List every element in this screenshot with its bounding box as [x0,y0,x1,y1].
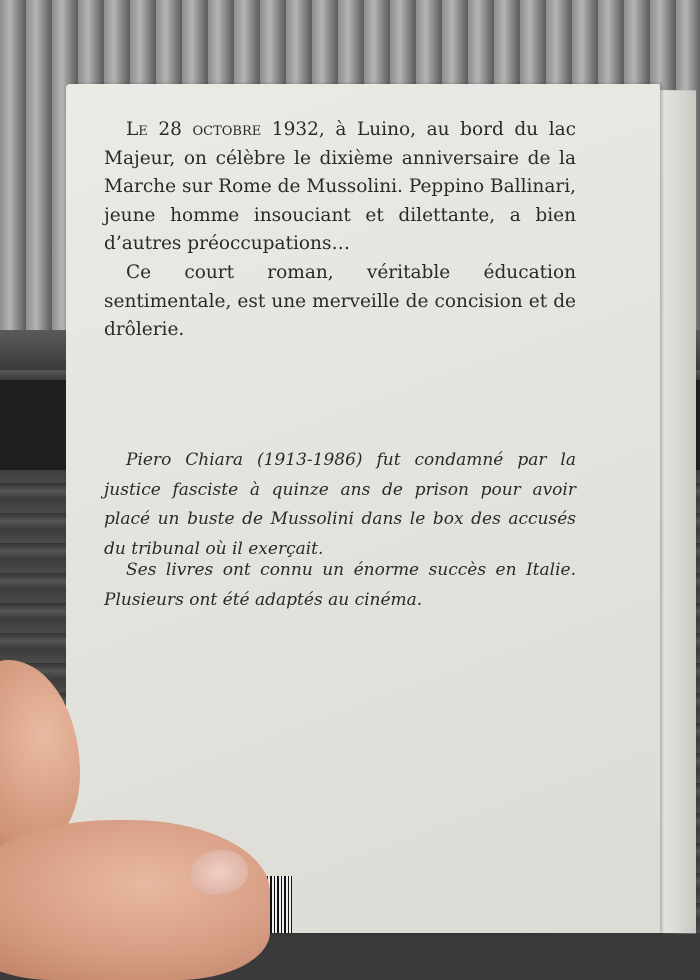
blurb-paragraph-1-text: , à Luino, au bord du lac Majeur, on célèbre le dixième anniversaire de la Marche sur Rome de Mussolini. Peppino Ballinari, jeune homme insouciant et dilettante, a bien d’autres préoccupations… [104,119,577,254]
author-bio-paragraph-2: Ses livres ont connu un énorme succès en Italie. Plusieurs ont été adaptés au cinéma. [104,560,576,610]
author-bio-paragraph-1: Piero Chiara (1913-1986) fut condamné par la justice fasciste à quinze ans de prison pour avoir placé un buste de Mussolini dans le box des accusés du tribunal où il exerçait. [104,450,576,559]
blurb-paragraph-2: Ce court roman, véritable éducation sentimentale, est une merveille de concision et de drôlerie. [104,262,576,340]
blurb-paragraph-1 [104,116,576,259]
hand-thumb [0,820,270,980]
blurb-lead: Le 28 octobre 1932 [126,119,319,140]
